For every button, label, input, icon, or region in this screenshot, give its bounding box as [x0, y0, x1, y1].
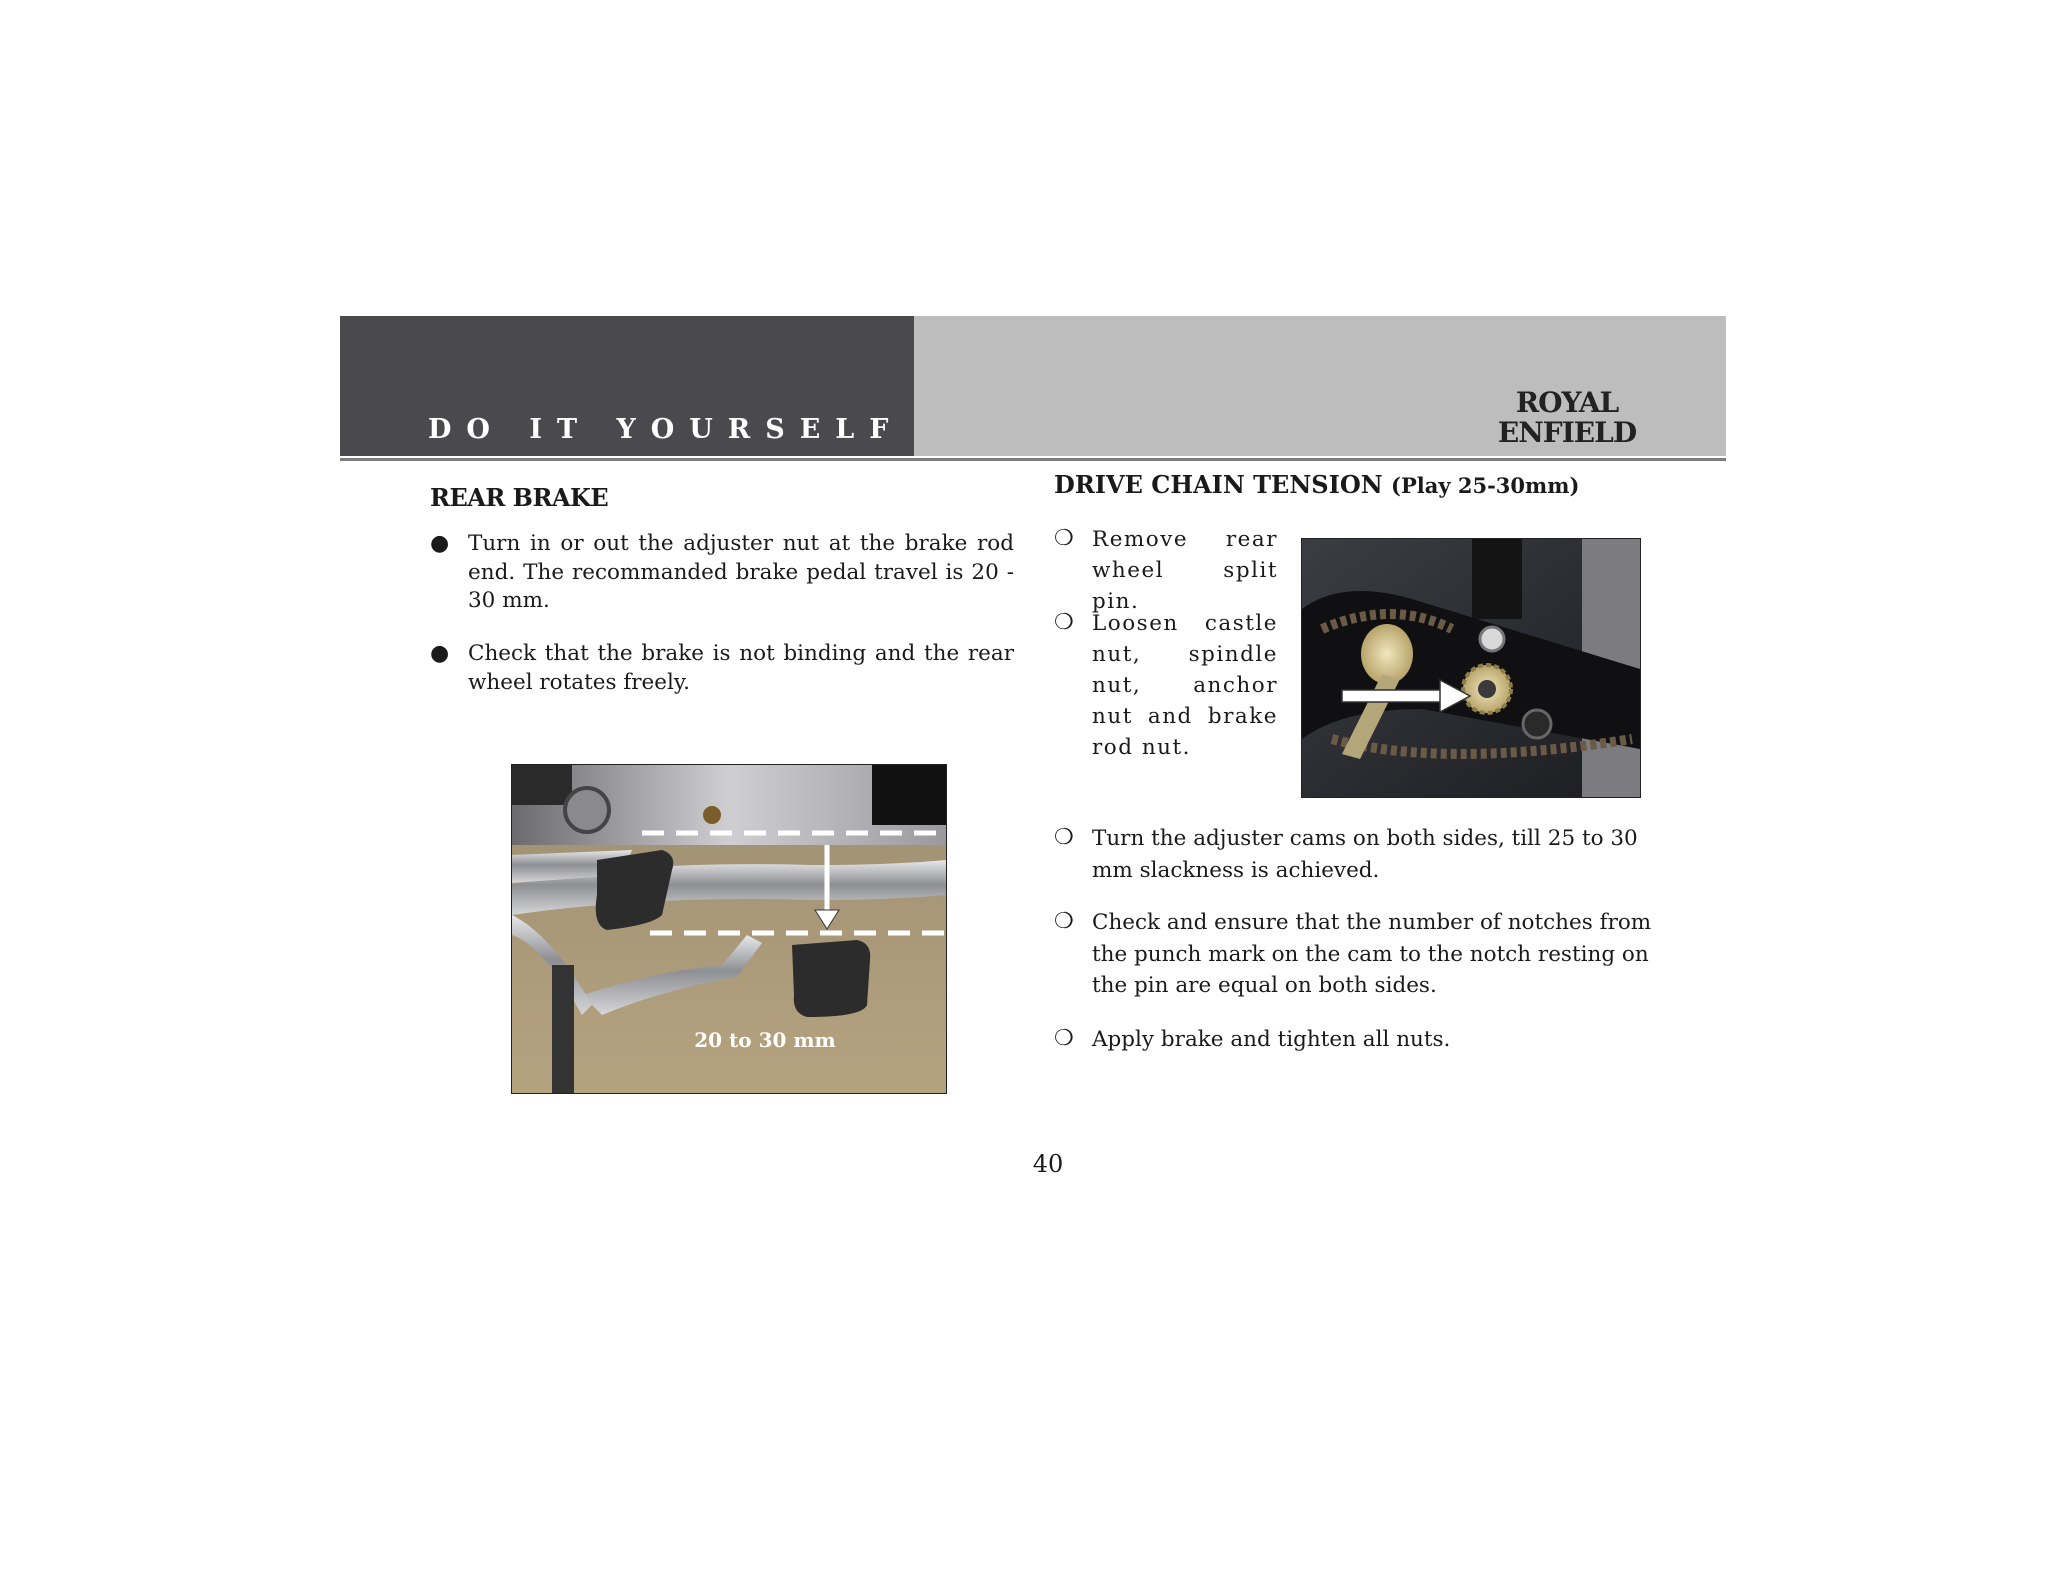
royal-enfield-logo	[1492, 388, 1642, 454]
drive-chain-item-4: Check and ensure that the number of notches from the punch mark on the cam to the notch resting on the pin are equal on both sides.	[1092, 910, 1652, 998]
logo-line-royal: ROYAL	[1515, 386, 1619, 419]
drive-chain-item-3: Turn the adjuster cams on both sides, till 25 to 30 mm slackness is achieved.	[1092, 826, 1638, 883]
page-number: 40	[1032, 1150, 1064, 1178]
brake-pedal-photo	[511, 764, 947, 1094]
circle-bullet-icon: ❍	[1054, 610, 1074, 635]
chain-adjuster-photo	[1301, 538, 1641, 798]
circle-bullet-icon: ❍	[1054, 1026, 1074, 1051]
circle-bullet-icon: ❍	[1054, 909, 1074, 934]
circle-bullet-icon: ❍	[1054, 526, 1074, 551]
circle-bullet-icon: ❍	[1054, 825, 1074, 850]
bullet-dot-icon: ●	[430, 641, 450, 666]
rear-brake-item-2: Check that the brake is not binding and the rear wheel rotates freely.	[468, 641, 1014, 695]
logo-line-enfield: ENFIELD	[1497, 416, 1637, 449]
rear-brake-heading: REAR BRAKE	[430, 483, 609, 512]
drive-chain-item-2: Loosen castle nut, spindle nut, anchor nut and brake rod nut.	[1092, 611, 1278, 760]
drive-chain-heading	[1054, 470, 1579, 499]
section-title: DO IT YOURSELF	[428, 414, 904, 445]
photo-caption: 20 to 30 mm	[694, 1028, 836, 1052]
rear-brake-item-1: Turn in or out the adjuster nut at the brake rod end. The recommanded brake pedal travel is 20 - 30 mm.	[468, 531, 1014, 613]
header-divider	[340, 458, 1726, 461]
drive-chain-heading-note: (Play 25-30mm)	[1391, 473, 1580, 498]
drive-chain-item-5: Apply brake and tighten all nuts.	[1092, 1027, 1451, 1052]
drive-chain-heading-text: DRIVE CHAIN TENSION	[1054, 470, 1383, 499]
drive-chain-item-1: Remove rear wheel split pin.	[1092, 527, 1278, 614]
bullet-dot-icon: ●	[430, 531, 450, 556]
